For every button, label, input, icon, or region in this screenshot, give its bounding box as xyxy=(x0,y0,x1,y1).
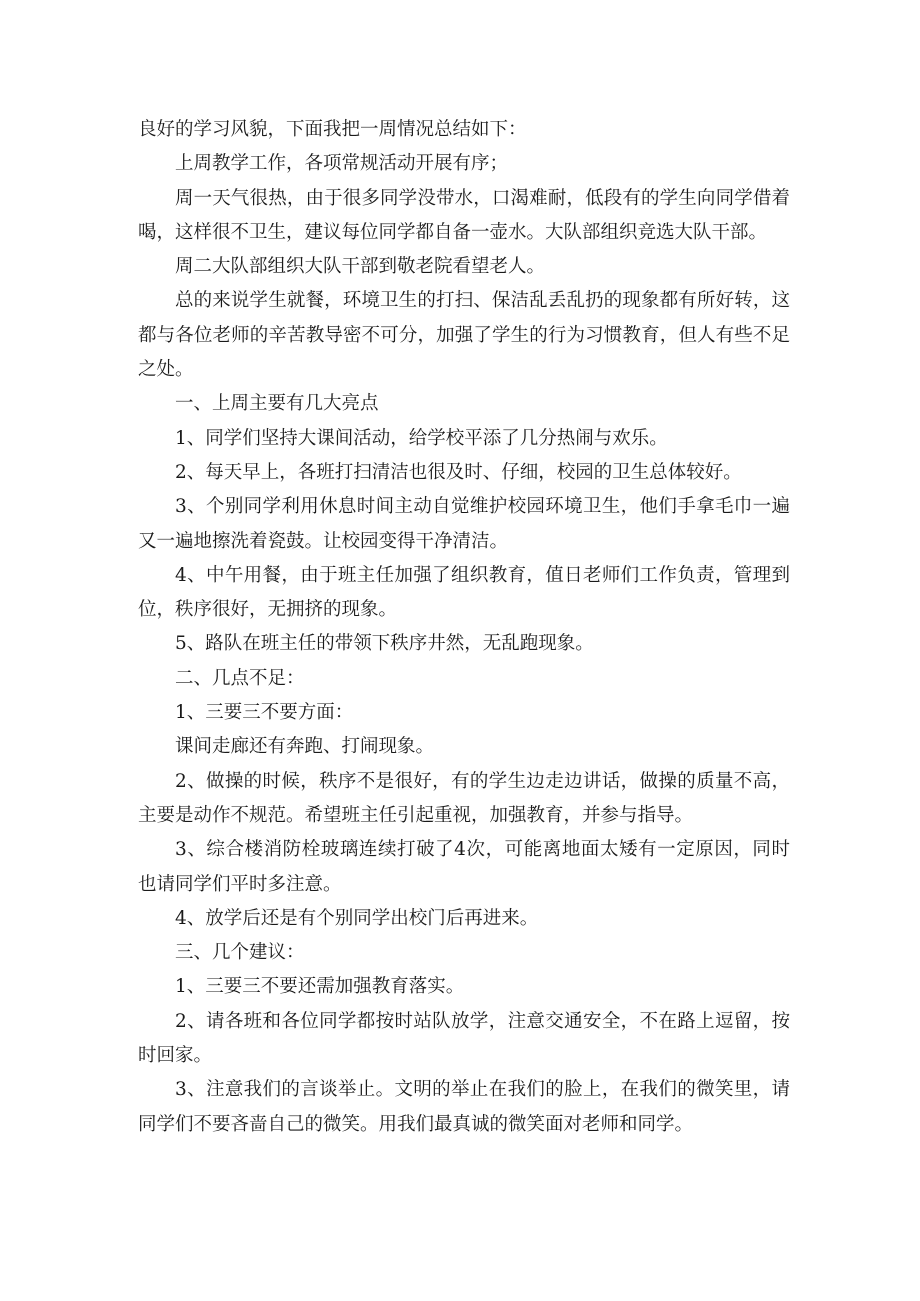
list-item-highlight-2: 2、每天早上，各班打扫清洁也很及时、仔细，校园的卫生总体较好。 xyxy=(175,461,742,483)
list-item-highlight-5: 5、路队在班主任的带领下秩序井然，无乱跑现象。 xyxy=(175,633,594,655)
list-item-shortcoming-1-detail: 课间走廊还有奔跑、打闹现象。 xyxy=(175,736,435,758)
list-item-shortcoming-4: 4、放学后还是有个别同学出校门后再进来。 xyxy=(175,907,539,929)
section-heading-shortcomings: 二、几点不足： xyxy=(175,667,305,689)
paragraph-teaching-work: 上周教学工作，各项常规活动开展有序； xyxy=(175,153,509,175)
section-heading-highlights: 一、上周主要有几大亮点 xyxy=(175,393,379,415)
list-item-shortcoming-3: 3、综合楼消防栓玻璃连续打破了4次，可能离地面太矮有一定原因，同时也请同学们平时多注意。 xyxy=(138,839,790,895)
paragraph-overall: 总的来说学生就餐，环境卫生的打扫、保洁乱丢乱扔的现象都有所好转，这都与各位老师的辛苦教导密不可分，加强了学生的行为习惯教育，但人有些不足之处。 xyxy=(138,290,790,381)
list-item-highlight-1: 1、同学们坚持大课间活动，给学校平添了几分热闹与欢乐。 xyxy=(175,427,668,449)
list-item-highlight-3: 3、个别同学利用休息时间主动自觉维护校园环境卫生，他们手拿毛巾一遍又一遍地擦洗着瓷鼓。让校园变得干净清洁。 xyxy=(138,496,790,552)
section-heading-suggestions: 三、几个建议： xyxy=(175,942,305,964)
list-item-shortcoming-2: 2、做操的时候，秩序不是很好，有的学生边走边讲话，做操的质量不高，主要是动作不规范。希望班主任引起重视，加强教育，并参与指导。 xyxy=(138,770,790,826)
list-item-suggestion-1: 1、三要三不要还需加强教育落实。 xyxy=(175,976,465,998)
paragraph-tuesday: 周二大队部组织大队干部到敬老院看望老人。 xyxy=(175,256,546,278)
document-body xyxy=(138,113,790,1142)
list-item-highlight-4: 4、中午用餐，由于班主任加强了组织教育，值日老师们工作负责，管理到位，秩序很好，无拥挤的现象。 xyxy=(138,564,790,621)
paragraph-monday: 周一天气很热，由于很多同学没带水，口渴难耐，低段有的学生向同学借着喝，这样很不卫生，建议每位同学都自备一壶水。大队部组织竞选大队干部。 xyxy=(138,187,790,243)
list-item-suggestion-2: 2、请各班和各位同学都按时站队放学，注意交通安全，不在路上逗留，按时回家。 xyxy=(138,1010,790,1067)
list-item-suggestion-3: 3、注意我们的言谈举止。文明的举止在我们的脸上，在我们的微笑里，请同学们不要吝啬自己的微笑。用我们最真诚的微笑面对老师和同学。 xyxy=(138,1079,790,1135)
list-item-shortcoming-1: 1、三要三不要方面： xyxy=(175,702,354,724)
paragraph-intro: 良好的学习风貌，下面我把一周情况总结如下： xyxy=(138,119,527,140)
